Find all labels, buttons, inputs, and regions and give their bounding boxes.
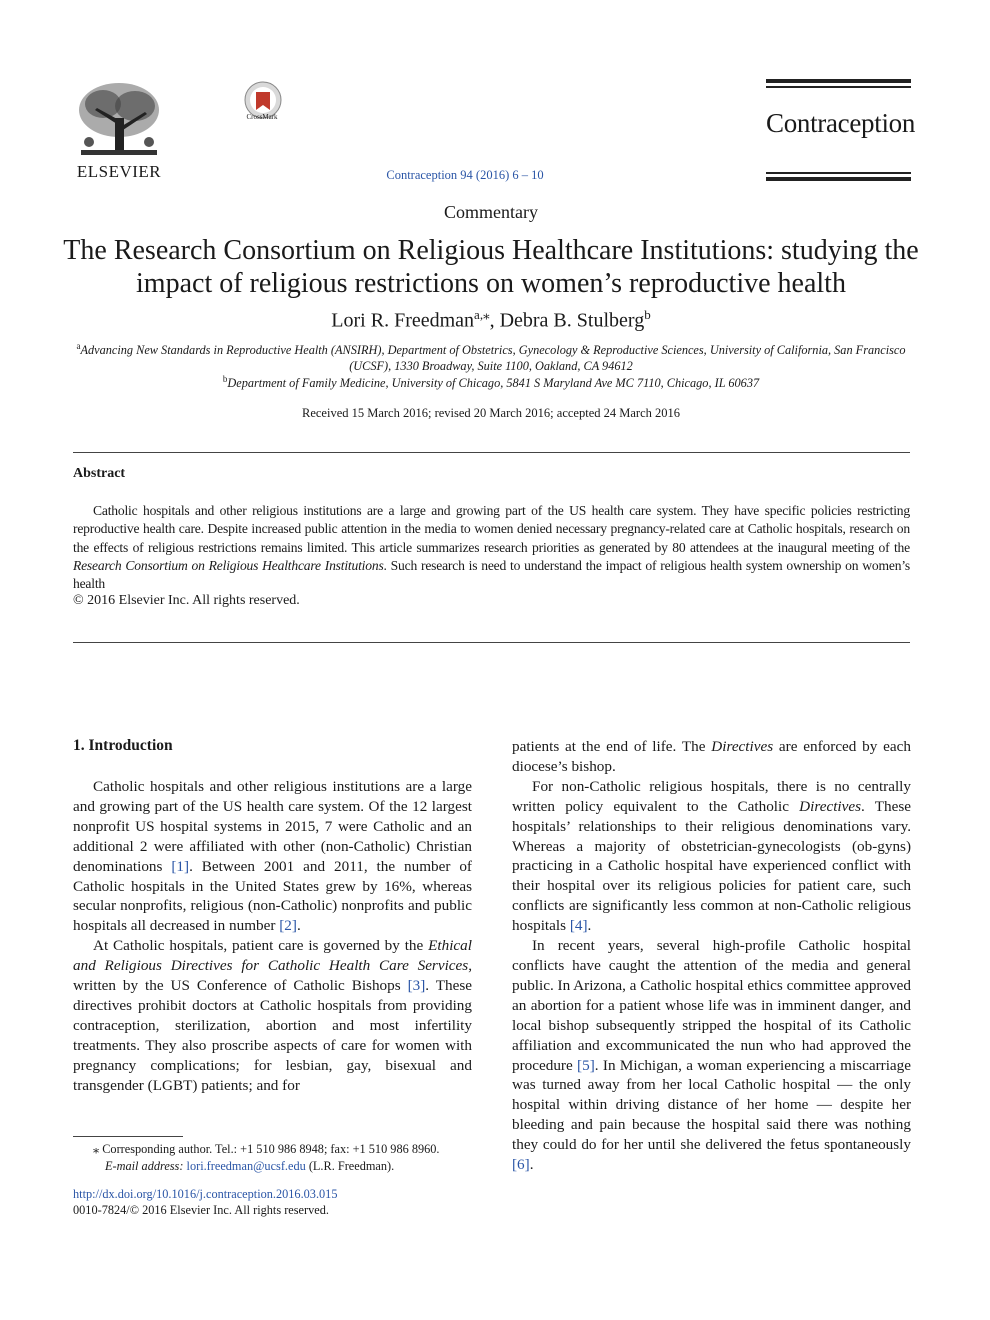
paragraph: patients at the end of life. The Directives are enforced by each diocese’s bishop. (512, 738, 911, 775)
author-separator: , (489, 309, 500, 332)
corresponding-author-footnote: ⁎ Corresponding author. Tel.: +1 510 986 8948; fax: +1 510 986 8960. E-mail address: lori.freedman@ucsf.edu (L.R. Freedman). (93, 1142, 440, 1173)
journal-brand: Contraception (766, 108, 916, 138)
affil-marker: b (222, 374, 228, 384)
article-title: The Research Consortium on Religious Healthcare Institutions: studying the impact of religious restrictions on women’s reproductive health (63, 235, 919, 299)
affil-marker: a (76, 341, 81, 351)
citation-link[interactable]: [6] (512, 1156, 530, 1174)
brand-rule (766, 172, 911, 174)
article-type: Commentary (444, 202, 538, 222)
abstract-copyright: © 2016 Elsevier Inc. All rights reserved. (73, 593, 300, 608)
paragraph: For non-Catholic religious hospitals, there is no centrally written policy equivalent to the Catholic Directives. These hospitals’ relationships to their religious denominations vary. Whereas a majority of obstetrician-gynecologists (ob-gyns) practicing in a Catholic hospital have experienced conflict with their hospital over its religious policies for patient care, such conflicts are significantly less common at non-Catholic religious hospitals [4]. (512, 777, 911, 935)
author-email-link[interactable]: lori.freedman@ucsf.edu (186, 1159, 306, 1173)
divider (73, 642, 910, 643)
paragraph: In recent years, several high-profile Catholic hospital conflicts have caught the attention of the media and general public. In Arizona, a Catholic hospital ethics committee approved an abortion for a patient whose life was in imminent danger, and local bishop subsequently stripped the hospital of its Catholic affiliation and excommunicated the nun who had approved the procedure [5]. In Michigan, a woman experiencing a miscarriage was turned away from her local Catholic hospital — the only hospital within driving distance of her home — despite her bleeding and pain because the hospital said there was nothing they could do for her until she delivered the fetus spontaneously [6]. (512, 937, 911, 1174)
citation-link[interactable]: [4] (569, 917, 588, 935)
brand-rule (766, 86, 911, 88)
affil-text: Advancing New Standards in Reproductive Health (ANSIRH), Department of Obstetrics, Gynecology & Reproductive Sciences, University of California, San Francisco (UCSF), 1330 Broadway, Suite 1100, Oakland, CA 94612 (80, 343, 906, 374)
section-heading: 1. Introduction (73, 737, 173, 754)
author-list (0, 307, 982, 333)
journal-reference-link[interactable]: Contraception 94 (2016) 6 – 10 (386, 168, 544, 182)
author-affil-marker: b (644, 307, 651, 322)
publisher-name: ELSEVIER (76, 162, 162, 181)
citation-link[interactable]: [5] (577, 1056, 595, 1074)
paragraph: Catholic hospitals and other religious institutions are a large and growing part of the US health care system. Of the 12 largest nonprofit US hospital systems in 2015, 7 were Catholic and an additional 2 were affiliated with other (non-Catholic) Christian denominations [1]. Between 2001 and 2011, the number of Catholic hospitals in the United States grew by 16%, whereas secular nonprofits, religious (non-Catholic) nonprofits and public hospitals all decreased in number [2]. (73, 778, 472, 935)
abstract-heading: Abstract (73, 466, 126, 481)
paragraph: At Catholic hospitals, patient care is governed by the Ethical and Religious Directives for Catholic Health Care Services, written by the US Conference of Catholic Bishops [3]. These directives prohibit doctors at Catholic hospitals from providing contraception, sterilization, abortion and most infertility treatments. They also proscribe aspects of care for women with pregnancy complications; for lesbian, gay, bisexual and transgender (LGBT) patients; and for (73, 937, 472, 1094)
crossmark-label: CrossMark (246, 113, 278, 121)
affil-text: Department of Family Medicine, University of Chicago, 5841 S Maryland Ave MC 7110, Chicago, IL 60637 (227, 376, 760, 391)
citation-link[interactable]: [3] (407, 977, 426, 995)
citation-link[interactable]: [1] (171, 857, 190, 875)
author-name[interactable]: Lori R. Freedman (331, 309, 475, 332)
affiliation-b (60, 371, 922, 391)
author-affil-marker: a,⁎ (474, 307, 490, 322)
author-name[interactable]: Debra B. Stulberg (499, 309, 645, 332)
doi-link[interactable]: http://dx.doi.org/10.1016/j.contraception.2016.03.015 (73, 1187, 338, 1201)
brand-rule (766, 177, 911, 181)
issn-line: 0010-7824/© 2016 Elsevier Inc. All rights reserved. (73, 1203, 329, 1217)
affiliation-a (60, 338, 922, 374)
received-dates: Received 15 March 2016; revised 20 March 2016; accepted 24 March 2016 (301, 406, 680, 420)
brand-rule (766, 79, 911, 83)
footnote-rule (73, 1136, 183, 1137)
citation-link[interactable]: [2] (279, 917, 297, 935)
divider (73, 452, 910, 453)
body-column-right (512, 737, 911, 1175)
abstract-text: Catholic hospitals and other religious institutions are a large and growing part of the US health care system. They have specific policies restricting reproductive health care. Despite increased public attention in the media to women denied necessary pregnancy-related care at Catholic hospitals, research on the effects of religious restrictions remains limited. This article summarizes research priorities as generated by 80 attendees at the inaugural meeting of the Research Consortium on Religious Healthcare Institutions. Such research is need to understand the impact of religious health system ownership on women’s health (73, 503, 910, 592)
body-column-left (73, 777, 472, 1096)
